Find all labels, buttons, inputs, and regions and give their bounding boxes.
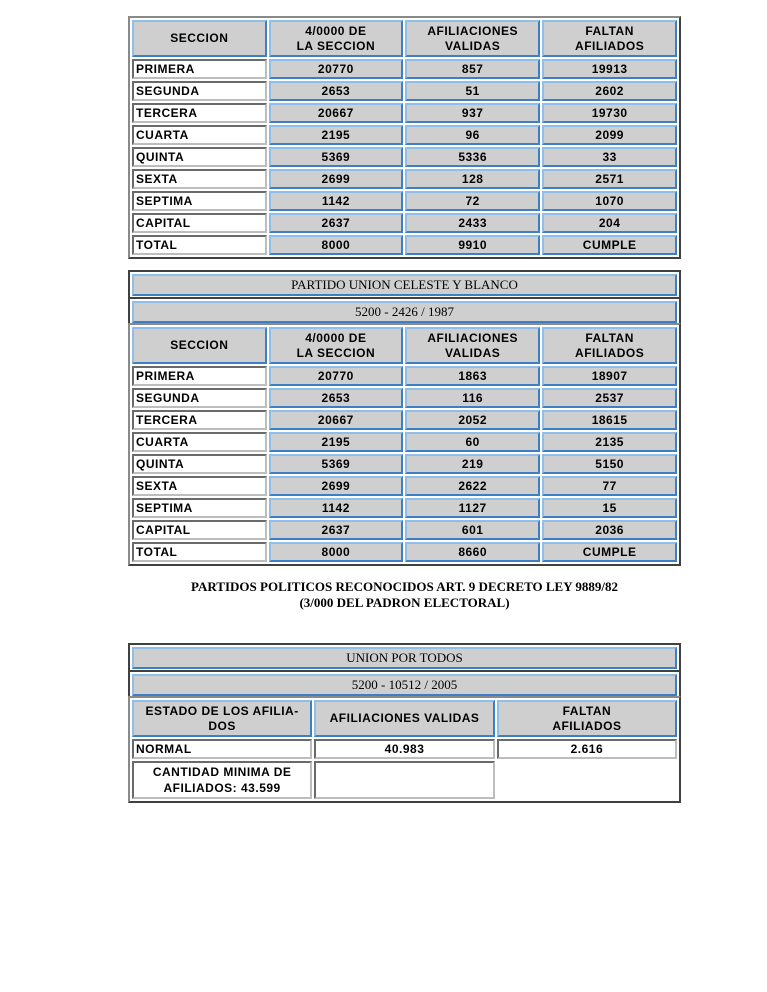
faltan-cell: 18907 <box>542 366 677 386</box>
afiliaciones-cell: 40.983 <box>314 739 495 759</box>
minimum-cell <box>132 761 312 799</box>
party-name-box <box>128 270 681 300</box>
seccion-cell: CAPITAL <box>132 213 267 233</box>
cuota-cell: 5369 <box>269 147 403 167</box>
table-row <box>132 498 677 518</box>
afiliaciones-cell: 72 <box>405 191 540 211</box>
afiliaciones-cell: 9910 <box>405 235 540 255</box>
legal-note-line-2: (3/000 DEL PADRON ELECTORAL) <box>299 595 510 610</box>
header-text: AFILIADOS <box>552 718 622 733</box>
header-text: FALTAN <box>585 23 634 38</box>
cuota-cell: 20667 <box>269 103 403 123</box>
party-name: PARTIDO UNION CELESTE Y BLANCO <box>132 274 677 296</box>
header-text: ESTADO DE LOS AFILIA- <box>145 703 299 718</box>
header-text: VALIDAS <box>445 38 501 53</box>
header-afiliaciones <box>314 700 495 737</box>
header-text: SECCION <box>170 31 229 45</box>
table-row <box>132 125 677 145</box>
header-text: AFILIACIONES <box>427 23 519 38</box>
faltan-cell: 5150 <box>542 454 677 474</box>
cuota-cell: 8000 <box>269 542 403 562</box>
afiliaciones-cell: 601 <box>405 520 540 540</box>
faltan-cell: 19730 <box>542 103 677 123</box>
faltan-cell: 19913 <box>542 59 677 79</box>
header-text: FALTAN <box>585 330 634 345</box>
table-row <box>132 147 677 167</box>
seccion-cell: SEGUNDA <box>132 388 267 408</box>
header-cuota <box>269 20 403 57</box>
header-estado <box>132 700 312 737</box>
faltan-cell: 18615 <box>542 410 677 430</box>
header-text: SECCION <box>170 338 229 352</box>
table-body <box>132 366 677 562</box>
minimum-row <box>132 761 677 799</box>
cuota-cell: 20667 <box>269 410 403 430</box>
header-text: LA SECCION <box>296 38 376 53</box>
header-faltan <box>497 700 677 737</box>
faltan-cell: 77 <box>542 476 677 496</box>
header-text: LA SECCION <box>296 345 376 360</box>
header-text: 4/0000 DE <box>305 23 367 38</box>
faltan-cell: 1070 <box>542 191 677 211</box>
afiliaciones-cell: 5336 <box>405 147 540 167</box>
header-text: AFILIADOS <box>575 38 645 53</box>
header-seccion <box>132 20 267 57</box>
afiliaciones-cell: 2433 <box>405 213 540 233</box>
table-row <box>132 235 677 255</box>
faltan-cell: 2537 <box>542 388 677 408</box>
faltan-cell: 33 <box>542 147 677 167</box>
table-row <box>132 388 677 408</box>
faltan-cell: 2099 <box>542 125 677 145</box>
seccion-cell: QUINTA <box>132 454 267 474</box>
afiliaciones-cell: 219 <box>405 454 540 474</box>
table-row <box>132 169 677 189</box>
table-row <box>132 103 677 123</box>
cuota-cell: 2195 <box>269 432 403 452</box>
legal-note-line-1: PARTIDOS POLITICOS RECONOCIDOS ART. 9 DECRETO LEY 9889/82 <box>191 579 618 594</box>
table-row <box>132 410 677 430</box>
table-row <box>132 366 677 386</box>
seccion-cell: SEGUNDA <box>132 81 267 101</box>
seccion-cell: SEPTIMA <box>132 498 267 518</box>
table-row <box>132 476 677 496</box>
seccion-cell: QUINTA <box>132 147 267 167</box>
table-row <box>132 81 677 101</box>
minimum-text: AFILIADOS: 43.599 <box>163 781 281 795</box>
header-text: VALIDAS <box>445 345 501 360</box>
seccion-cell: PRIMERA <box>132 366 267 386</box>
affiliations-table-1 <box>128 16 681 259</box>
legal-note <box>128 579 681 611</box>
seccion-cell: SEXTA <box>132 476 267 496</box>
party-file-number: 5200 - 10512 / 2005 <box>132 674 677 696</box>
party-name-box <box>128 643 681 673</box>
header-text: FALTAN <box>562 703 612 718</box>
estado-cell: NORMAL <box>132 739 312 759</box>
faltan-cell: 2.616 <box>497 739 677 759</box>
seccion-cell: CAPITAL <box>132 520 267 540</box>
cuota-cell: 2195 <box>269 125 403 145</box>
seccion-cell: TOTAL <box>132 235 267 255</box>
header-text: AFILIACIONES VALIDAS <box>329 711 480 725</box>
party-file-number: 5200 - 2426 / 1987 <box>132 301 677 323</box>
cuota-cell: 20770 <box>269 59 403 79</box>
cuota-cell: 2637 <box>269 520 403 540</box>
cuota-cell: 2699 <box>269 169 403 189</box>
table-body <box>132 59 677 255</box>
afiliaciones-cell: 96 <box>405 125 540 145</box>
cuota-cell: 8000 <box>269 235 403 255</box>
header-faltan <box>542 327 677 364</box>
header-text: AFILIADOS <box>575 345 645 360</box>
cuota-cell: 2653 <box>269 388 403 408</box>
afiliaciones-cell: 2052 <box>405 410 540 430</box>
cuota-cell: 5369 <box>269 454 403 474</box>
minimum-text: CANTIDAD MINIMA DE <box>152 765 292 779</box>
table-row <box>132 59 677 79</box>
table-header-row <box>132 700 677 737</box>
afiliaciones-cell: 8660 <box>405 542 540 562</box>
seccion-cell: SEXTA <box>132 169 267 189</box>
faltan-cell: 2036 <box>542 520 677 540</box>
header-cuota <box>269 327 403 364</box>
cuota-cell: 2653 <box>269 81 403 101</box>
table-header-row <box>132 327 677 364</box>
header-seccion <box>132 327 267 364</box>
afiliaciones-cell: 857 <box>405 59 540 79</box>
table-row <box>132 520 677 540</box>
afiliaciones-cell: 116 <box>405 388 540 408</box>
afiliaciones-cell: 51 <box>405 81 540 101</box>
afiliaciones-cell: 1127 <box>405 498 540 518</box>
afiliaciones-cell: 2622 <box>405 476 540 496</box>
faltan-cell: CUMPLE <box>542 235 677 255</box>
header-text: AFILIACIONES <box>427 330 519 345</box>
header-faltan <box>542 20 677 57</box>
cuota-cell: 2699 <box>269 476 403 496</box>
table-row <box>132 432 677 452</box>
seccion-cell: TERCERA <box>132 410 267 430</box>
faltan-cell: 15 <box>542 498 677 518</box>
faltan-cell: 2602 <box>542 81 677 101</box>
table-row <box>132 191 677 211</box>
seccion-cell: SEPTIMA <box>132 191 267 211</box>
table-row <box>132 454 677 474</box>
cuota-cell: 20770 <box>269 366 403 386</box>
table-row <box>132 739 677 759</box>
header-text: DOS <box>208 718 236 733</box>
empty-cell <box>497 761 677 799</box>
header-text: 4/0000 DE <box>305 330 367 345</box>
table-row <box>132 213 677 233</box>
cuota-cell: 1142 <box>269 191 403 211</box>
afiliaciones-cell: 128 <box>405 169 540 189</box>
faltan-cell: CUMPLE <box>542 542 677 562</box>
seccion-cell: CUARTA <box>132 125 267 145</box>
faltan-cell: 2135 <box>542 432 677 452</box>
header-afiliaciones <box>405 20 540 57</box>
table-row <box>132 542 677 562</box>
affiliations-table-3 <box>128 696 681 803</box>
seccion-cell: TERCERA <box>132 103 267 123</box>
table-header-row <box>132 20 677 57</box>
seccion-cell: PRIMERA <box>132 59 267 79</box>
cuota-cell: 1142 <box>269 498 403 518</box>
faltan-cell: 204 <box>542 213 677 233</box>
afiliaciones-cell: 1863 <box>405 366 540 386</box>
party-name: UNION POR TODOS <box>132 647 677 669</box>
cuota-cell: 2637 <box>269 213 403 233</box>
faltan-cell: 2571 <box>542 169 677 189</box>
afiliaciones-cell: 60 <box>405 432 540 452</box>
empty-cell <box>314 761 495 799</box>
seccion-cell: TOTAL <box>132 542 267 562</box>
afiliaciones-cell: 937 <box>405 103 540 123</box>
seccion-cell: CUARTA <box>132 432 267 452</box>
header-afiliaciones <box>405 327 540 364</box>
affiliations-table-2 <box>128 323 681 566</box>
